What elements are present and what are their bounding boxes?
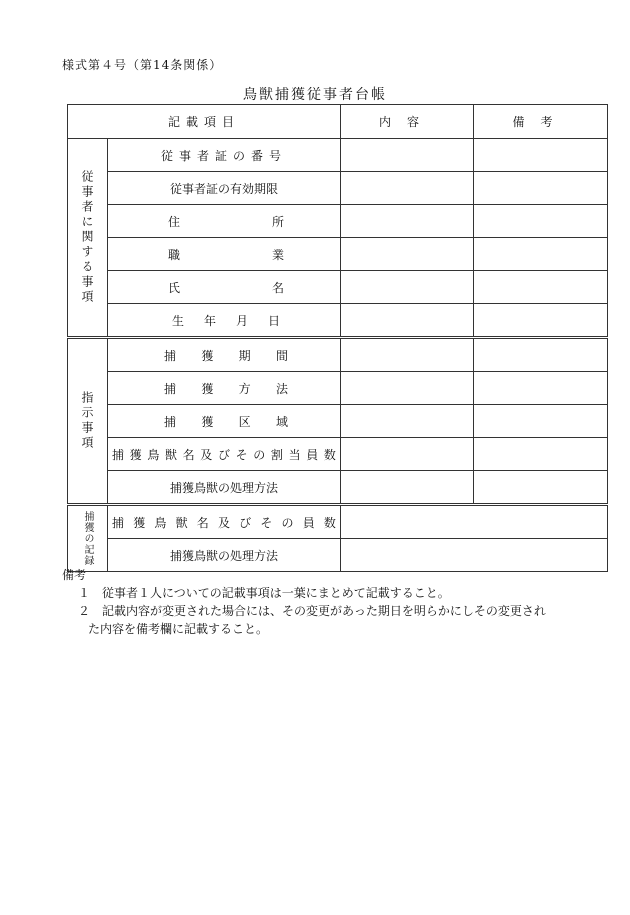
remarks-cell[interactable] xyxy=(474,338,608,372)
note-continuation: た内容を備考欄に記載すること。 xyxy=(88,622,269,636)
header-items: 記載項目 xyxy=(68,105,341,139)
section-label-worker: 従事者に関する事項 xyxy=(68,139,108,338)
remark-note xyxy=(78,584,608,602)
label-char: 区 xyxy=(238,414,251,429)
row-label xyxy=(108,205,341,238)
remarks-cell[interactable] xyxy=(474,304,608,338)
label-char: 獣 xyxy=(175,515,188,530)
remark-note xyxy=(78,602,608,638)
remarks-cell[interactable] xyxy=(474,172,608,205)
label-char: 捕 xyxy=(112,447,125,462)
label-char: 名 xyxy=(272,280,285,295)
label-char: の xyxy=(281,515,294,530)
table-row xyxy=(68,372,608,405)
content-cell[interactable] xyxy=(341,505,608,539)
label-char: 員 xyxy=(306,447,319,462)
remarks-cell[interactable] xyxy=(474,471,608,505)
label-char: 捕 xyxy=(164,414,177,429)
content-cell[interactable] xyxy=(341,172,474,205)
label-char: 獲 xyxy=(201,381,214,396)
label-char: 生 xyxy=(172,313,185,328)
label-char: 氏 xyxy=(168,280,181,295)
content-cell[interactable] xyxy=(341,238,474,271)
split-label xyxy=(108,279,340,296)
label-char: 員 xyxy=(302,515,315,530)
section-label-instructions: 指示事項 xyxy=(68,338,108,505)
note-number: ２ xyxy=(78,604,91,618)
row-label xyxy=(108,438,341,471)
label-char: 捕 xyxy=(164,348,177,363)
table-row xyxy=(68,238,608,271)
document-title: 鳥獣捕獲従事者台帳 xyxy=(243,87,387,103)
content-cell[interactable] xyxy=(341,372,474,405)
content-cell[interactable] xyxy=(341,304,474,338)
remarks-cell[interactable] xyxy=(474,405,608,438)
content-cell[interactable] xyxy=(341,438,474,471)
split-label xyxy=(108,380,340,397)
label-char: 獲 xyxy=(201,414,214,429)
label-char: 年 xyxy=(204,313,217,328)
table-row xyxy=(68,438,608,471)
content-cell[interactable] xyxy=(341,471,474,505)
label-char: 日 xyxy=(268,313,281,328)
remarks-heading: 備考 xyxy=(62,568,87,582)
label-char: 域 xyxy=(275,414,288,429)
label-char: 捕 xyxy=(112,515,125,530)
table-row xyxy=(68,405,608,438)
table-row xyxy=(68,539,608,572)
label-char: び xyxy=(217,447,230,462)
label-char: 捕 xyxy=(164,381,177,396)
row-label xyxy=(108,372,341,405)
label-char: 獲 xyxy=(201,348,214,363)
label-char: 獲 xyxy=(129,447,142,462)
row-label xyxy=(108,271,341,304)
label-char: 数 xyxy=(323,447,336,462)
row-label: 捕獲鳥獣の処理方法 xyxy=(108,471,341,505)
label-char: 住 xyxy=(168,214,181,229)
label-char: 所 xyxy=(272,214,285,229)
content-cell[interactable] xyxy=(341,405,474,438)
ledger-table xyxy=(67,104,608,572)
remarks-cell[interactable] xyxy=(474,238,608,271)
label-char: 間 xyxy=(275,348,288,363)
table-row xyxy=(68,271,608,304)
split-label xyxy=(108,446,340,463)
content-cell[interactable] xyxy=(341,139,474,172)
label-char: 期 xyxy=(238,348,251,363)
label-char: 法 xyxy=(275,381,288,396)
label-char: そ xyxy=(235,447,248,462)
label-char: 職 xyxy=(168,247,181,262)
label-char: 数 xyxy=(323,515,336,530)
label-char: び xyxy=(239,515,252,530)
content-cell[interactable] xyxy=(341,271,474,304)
label-char: 獲 xyxy=(133,515,146,530)
label-char: 及 xyxy=(200,447,213,462)
remarks-cell[interactable] xyxy=(474,271,608,304)
row-label: 捕獲鳥獣の処理方法 xyxy=(108,539,341,572)
split-label xyxy=(108,347,340,364)
row-label xyxy=(108,405,341,438)
note-number: １ xyxy=(78,586,91,600)
split-label xyxy=(108,413,340,430)
label-char: 名 xyxy=(196,515,209,530)
label-char: 方 xyxy=(238,381,251,396)
label-char: 当 xyxy=(288,447,301,462)
table-row xyxy=(68,505,608,539)
label-char: の xyxy=(253,447,266,462)
table-row xyxy=(68,205,608,238)
section-label-record: 捕獲の記録 xyxy=(68,505,108,572)
content-cell[interactable] xyxy=(341,539,608,572)
label-char: 業 xyxy=(272,247,285,262)
label-char: 名 xyxy=(182,447,195,462)
content-cell[interactable] xyxy=(341,205,474,238)
split-label xyxy=(108,312,340,329)
row-label xyxy=(108,304,341,338)
label-char: 及 xyxy=(217,515,230,530)
label-char: 割 xyxy=(270,447,283,462)
header-remarks: 備考 xyxy=(474,105,608,139)
remarks-cell[interactable] xyxy=(474,438,608,471)
table-row xyxy=(68,172,608,205)
table-row xyxy=(68,471,608,505)
table-row xyxy=(68,139,608,172)
split-label xyxy=(108,246,340,263)
label-char: 獣 xyxy=(164,447,177,462)
row-label xyxy=(108,338,341,372)
split-label xyxy=(108,213,340,230)
label-char: 月 xyxy=(236,313,249,328)
split-label xyxy=(108,514,340,531)
row-label: 従事者証の有効期限 xyxy=(108,172,341,205)
label-char: 鳥 xyxy=(154,515,167,530)
remarks-cell[interactable] xyxy=(474,372,608,405)
table-header-row xyxy=(68,105,608,139)
row-label xyxy=(108,505,341,539)
remarks-cell[interactable] xyxy=(474,139,608,172)
remarks-cell[interactable] xyxy=(474,205,608,238)
table-row xyxy=(68,338,608,372)
header-content: 内容 xyxy=(341,105,474,139)
label-char: そ xyxy=(260,515,273,530)
table-row xyxy=(68,304,608,338)
form-number: 様式第４号（第14条関係） xyxy=(62,58,223,72)
label-char: 鳥 xyxy=(147,447,160,462)
row-label xyxy=(108,238,341,271)
note-text: 従事者１人についての記載事項は一葉にまとめて記載すること。 xyxy=(102,586,450,600)
note-text: 記載内容が変更された場合には、その変更があった期日を明らかにしその変更され xyxy=(102,604,546,618)
content-cell[interactable] xyxy=(341,338,474,372)
row-label: 従事者証の番号 xyxy=(108,139,341,172)
